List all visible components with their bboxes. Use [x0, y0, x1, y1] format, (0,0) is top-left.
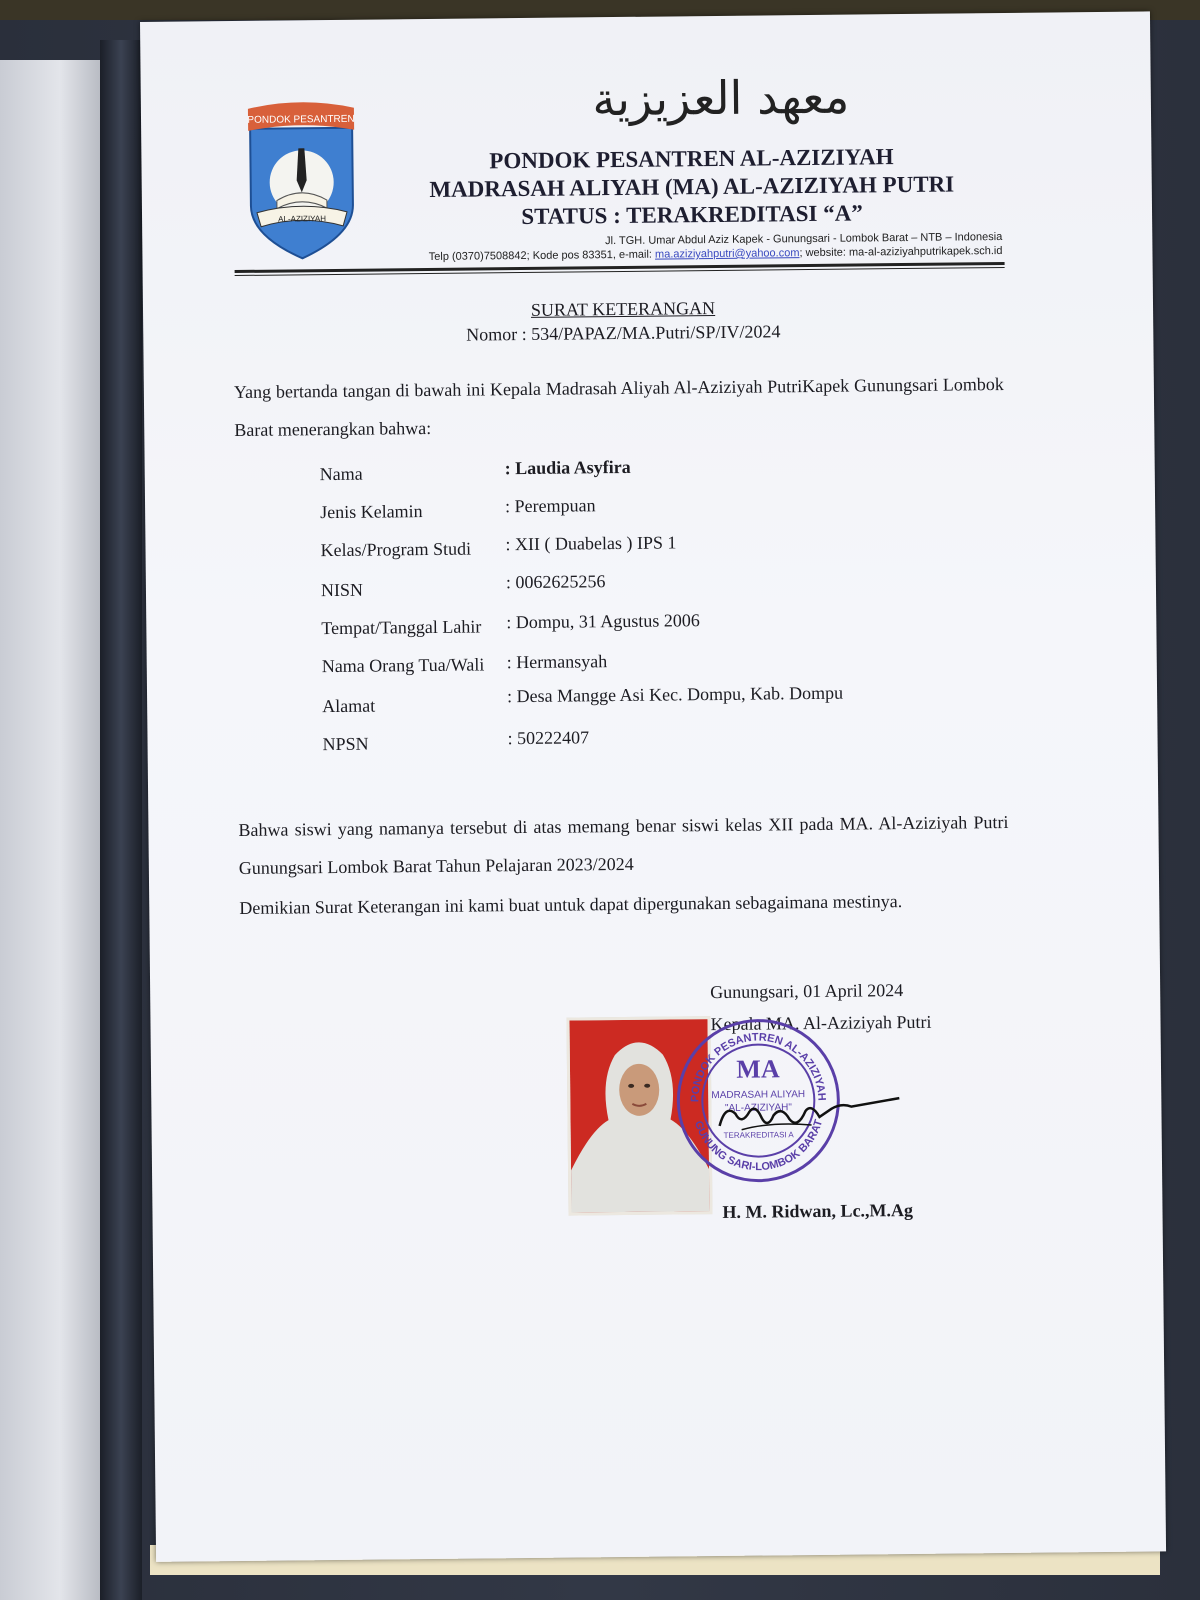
place-date: Gunungsari, 01 April 2024	[710, 980, 904, 1003]
field-value-alamat: : Desa Mangge Asi Kec. Dompu, Kab. Dompu	[506, 682, 844, 707]
signer-name: H. M. Ridwan, Lc.,M.Ag	[722, 1199, 914, 1222]
letter-title: SURAT KETERANGAN	[530, 297, 716, 320]
header-line-1: PONDOK PESANTREN AL-AZIZIYAH	[489, 144, 894, 174]
stamp-line-2: "AL-AZIZIYAH"	[724, 1102, 792, 1114]
field-value-npsn: : 50222407	[507, 727, 590, 749]
contact-prefix: Telp (0370)7508842; Kode pos 83351, e-mail:	[428, 248, 653, 263]
signer-position: Kepala MA. Al-Aziziyah Putri	[710, 1011, 932, 1035]
intro-paragraph: Yang bertanda tangan di bawah ini Kepala Madrasah Aliyah Al-Aziziyah PutriKapek Gunungsari Lombok Barat menerangkan bahwa:	[233, 373, 1004, 441]
logo-banner-text: PONDOK PESANTREN	[247, 113, 355, 126]
letter-number: Nomor : 534/PAPAZ/MA.Putri/SP/IV/2024	[466, 321, 781, 345]
stamp-top-text: PONDOK PESANTREN AL-AZIZIYAH	[689, 1031, 828, 1103]
folder-left-panel	[0, 60, 100, 1600]
closing-paragraph: Demikian Surat Keterangan ini kami buat untuk dapat dipergunakan sebagaimana mestinya.	[239, 891, 903, 919]
field-value-kelas: : XII ( Duabelas ) IPS 1	[505, 532, 677, 555]
stamp-line-3: TERAKREDITASI A	[723, 1130, 794, 1140]
website-text: ; website: ma-al-aziziyahputrikapek.sch.id	[799, 244, 1003, 260]
field-value-ttl: : Dompu, 31 Agustus 2006	[506, 610, 700, 633]
statement-paragraph: Bahwa siswi yang namanya tersebut di atas memang benar siswi kelas XII pada MA. Al-Aziziyah Putri Gunungsari Lombok Barat Tahun Pelajaran 2023/2024	[238, 811, 1009, 879]
field-label-nisn: NISN	[320, 579, 364, 601]
stamp-line-1: MADRASAH ALIYAH	[711, 1089, 806, 1102]
field-label-ttl: Tempat/Tanggal Lahir	[321, 616, 482, 639]
stamp-center-text: MA	[736, 1054, 780, 1084]
stamp-bottom-text: GUNUNG SARI-LOMBOK BARAT	[691, 1118, 826, 1174]
field-label-nama: Nama	[319, 463, 363, 485]
field-label-jenis-kelamin: Jenis Kelamin	[320, 501, 423, 523]
handwritten-signature	[711, 1084, 902, 1146]
header-line-3: STATUS : TERAKREDITASI “A”	[521, 200, 863, 230]
field-label-npsn: NPSN	[322, 733, 369, 755]
header-line-2: MADRASAH ALIYAH (MA) AL-AZIZIYAH PUTRI	[429, 171, 955, 202]
letter-paper	[140, 11, 1166, 1561]
field-value-nama: : Laudia Asyfira	[504, 456, 631, 479]
email-link[interactable]: ma.aziziyahputri@yahoo.com	[654, 247, 800, 261]
field-value-jenis-kelamin: : Perempuan	[504, 495, 596, 517]
field-value-nisn: : 0062625256	[505, 571, 606, 593]
address-line: Jl. TGH. Umar Abdul Aziz Kapek - Gunungsari - Lombok Barat – NTB – Indonesia	[605, 230, 1003, 248]
field-label-alamat: Alamat	[322, 695, 376, 717]
field-label-kelas: Kelas/Program Studi	[320, 538, 472, 561]
field-label-wali: Nama Orang Tua/Wali	[321, 654, 485, 677]
field-value-wali: : Hermansyah	[506, 651, 608, 673]
folder-spine	[100, 40, 142, 1600]
logo-ribbon-text: AL-AZIZIYAH	[278, 214, 327, 224]
school-logo	[246, 100, 358, 261]
arabic-school-name: معهد العزيزية	[592, 69, 850, 127]
